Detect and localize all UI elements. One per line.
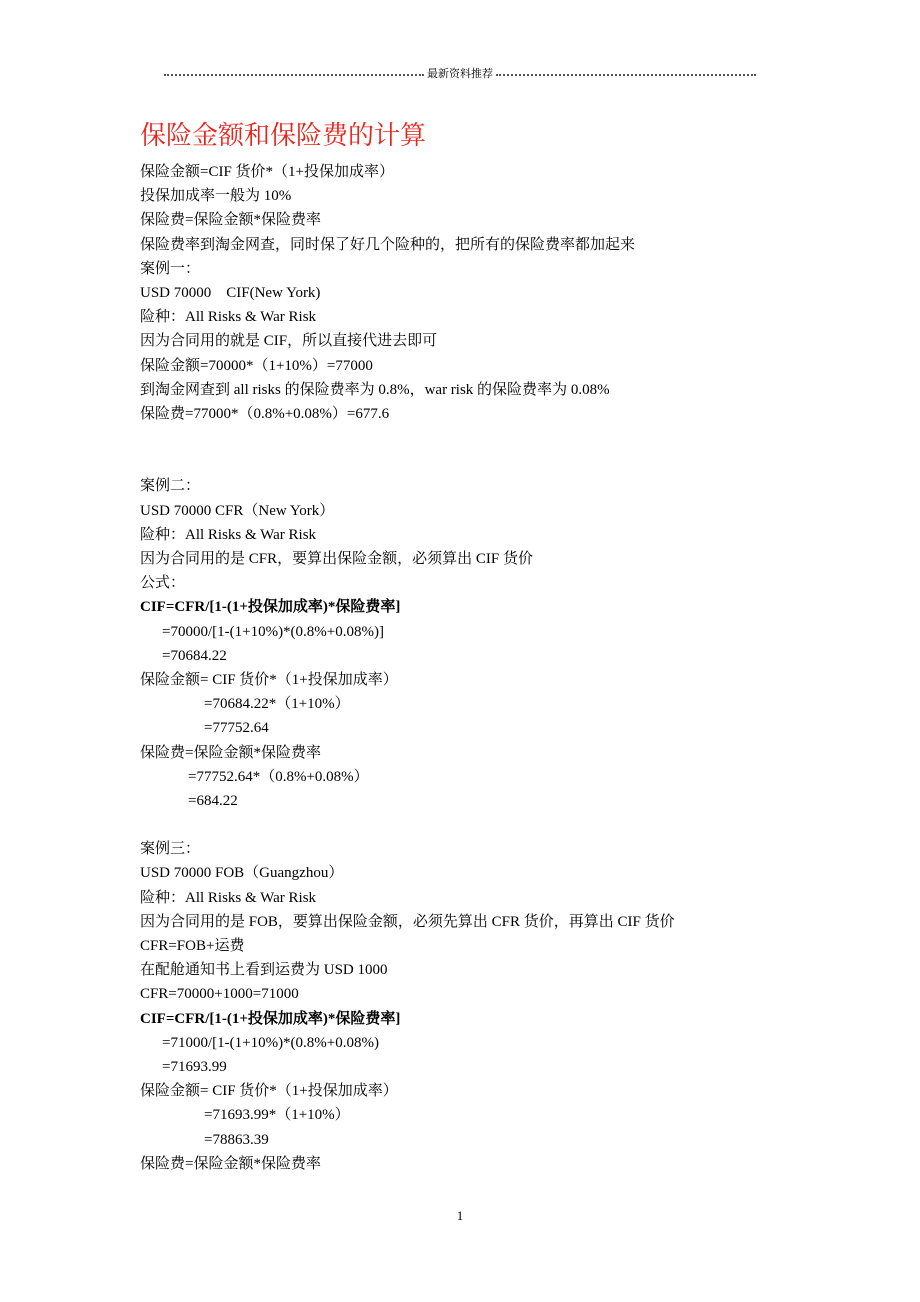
intro-line: 保险费=保险金额*保险费率 bbox=[140, 212, 321, 229]
intro-line: 投保加成率一般为 10% bbox=[140, 188, 292, 205]
header-label: 最新资料推荐 bbox=[427, 68, 493, 80]
case3-formula: CIF=CFR/[1-(1+投保加成率)*保险费率] bbox=[140, 1010, 401, 1027]
case2-note: 因为合同用的是 CFR，要算出保险金额，必须算出 CIF 货价 bbox=[140, 551, 533, 568]
case2-calc-step: =70000/[1-(1+10%)*(0.8%+0.08%)] bbox=[162, 623, 384, 640]
case3-amount-step: =71693.99*（1+10%） bbox=[204, 1107, 350, 1124]
case1-line: 到淘金网查到 all risks 的保险费率为 0.8%，war risk 的保险费率为 0.08% bbox=[140, 381, 610, 398]
case2-amount-step: =70684.22*（1+10%） bbox=[204, 696, 350, 713]
intro-section bbox=[140, 160, 760, 257]
case3-risk: 险种：All Risks & War Risk bbox=[140, 889, 317, 906]
case3-cfr-formula: CFR=FOB+运费 bbox=[140, 938, 245, 955]
section-gap bbox=[140, 813, 760, 837]
case3-amount-label: 保险金额= CIF 货价*（1+投保加成率） bbox=[140, 1083, 398, 1100]
header-dotted-rule-right bbox=[496, 74, 756, 76]
case2-risk: 险种：All Risks & War Risk bbox=[140, 526, 317, 543]
case1-line: USD 70000 CIF(New York) bbox=[140, 284, 321, 301]
case1-line: 保险费=77000*（0.8%+0.08%）=677.6 bbox=[140, 405, 390, 422]
case2-price: USD 70000 CFR（New York） bbox=[140, 502, 335, 519]
case3-price: USD 70000 FOB（Guangzhou） bbox=[140, 865, 344, 882]
case3-premium-label: 保险费=保险金额*保险费率 bbox=[140, 1155, 321, 1172]
case3-freight-note: 在配舱通知书上看到运费为 USD 1000 bbox=[140, 962, 388, 979]
case2-section bbox=[140, 474, 760, 813]
case1-heading: 案例一： bbox=[140, 260, 201, 277]
case2-premium-label: 保险费=保险金额*保险费率 bbox=[140, 744, 321, 761]
intro-line: 保险费率到淘金网查，同时保了好几个险种的，把所有的保险费率都加起来 bbox=[140, 236, 636, 253]
case2-amount-result: =77752.64 bbox=[204, 720, 269, 737]
section-gap bbox=[140, 426, 760, 474]
case3-amount-result: =78863.39 bbox=[204, 1131, 269, 1148]
document-body bbox=[140, 160, 760, 1176]
case3-note: 因为合同用的是 FOB，要算出保险金额，必须先算出 CFR 货价，再算出 CIF 货价 bbox=[140, 913, 675, 930]
case2-heading: 案例二： bbox=[140, 478, 201, 495]
case3-heading: 案例三： bbox=[140, 841, 201, 858]
case3-section bbox=[140, 837, 760, 1176]
case1-line: 险种：All Risks & War Risk bbox=[140, 309, 317, 326]
case2-premium-result: =684.22 bbox=[188, 792, 238, 809]
case1-line: 因为合同用的就是 CIF，所以直接代进去即可 bbox=[140, 333, 438, 350]
case3-calc-step: =71000/[1-(1+10%)*(0.8%+0.08%) bbox=[162, 1034, 380, 1051]
case2-calc-result: =70684.22 bbox=[162, 647, 227, 664]
intro-line: 保险金额=CIF 货价*（1+投保加成率） bbox=[140, 164, 395, 180]
case3-calc-result: =71693.99 bbox=[162, 1058, 227, 1075]
case2-formula: CIF=CFR/[1-(1+投保加成率)*保险费率] bbox=[140, 599, 401, 616]
page-header bbox=[164, 64, 756, 82]
case2-premium-step: =77752.64*（0.8%+0.08%） bbox=[188, 768, 369, 785]
case1-line: 保险金额=70000*（1+10%）=77000 bbox=[140, 357, 373, 374]
header-dotted-rule-left bbox=[164, 74, 424, 76]
case2-amount-label: 保险金额= CIF 货价*（1+投保加成率） bbox=[140, 671, 398, 688]
document-title: 保险金额和保险费的计算 bbox=[140, 121, 427, 150]
case2-formula-label: 公式： bbox=[140, 575, 186, 592]
case3-cfr-calc: CFR=70000+1000=71000 bbox=[140, 986, 299, 1003]
case1-section bbox=[140, 257, 760, 426]
page-number: 1 bbox=[456, 1208, 464, 1223]
